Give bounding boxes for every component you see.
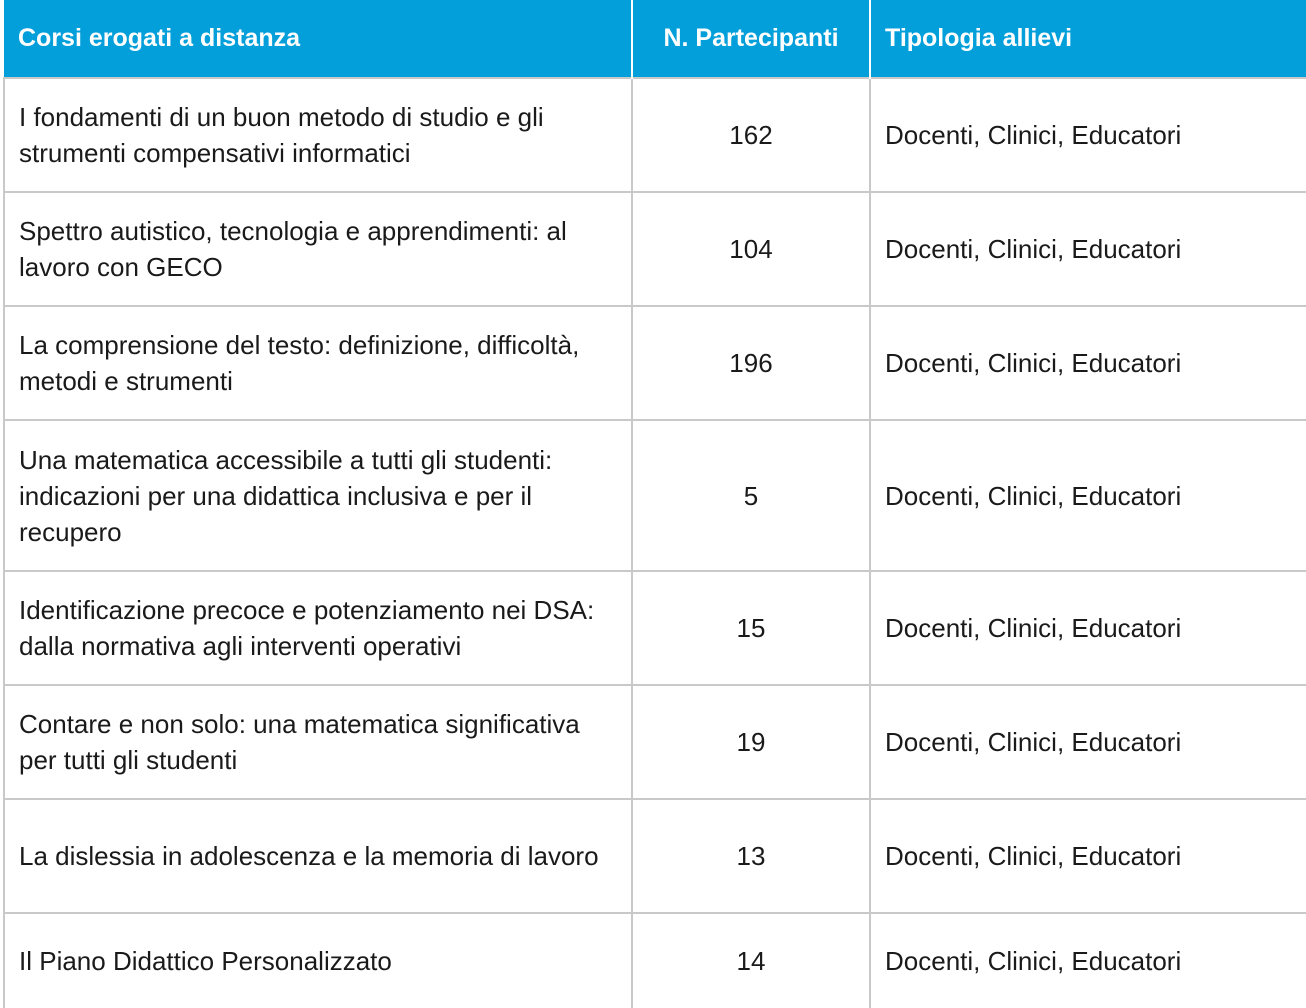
participants-cell: 19	[632, 685, 870, 799]
header-student-type: Tipologia allievi	[870, 0, 1306, 78]
course-cell: La dislessia in adolescenza e la memoria di lavoro	[4, 799, 632, 913]
course-cell: Identificazione precoce e potenziamento nei DSA: dalla normativa agli interventi operativi	[4, 571, 632, 685]
participants-cell: 13	[632, 799, 870, 913]
course-cell: La comprensione del testo: definizione, difficoltà, metodi e strumenti	[4, 306, 632, 420]
table-row	[4, 799, 1306, 913]
table-row	[4, 913, 1306, 1008]
student-type-cell: Docenti, Clinici, Educatori	[870, 420, 1306, 571]
student-type-cell: Docenti, Clinici, Educatori	[870, 306, 1306, 420]
student-type-cell: Docenti, Clinici, Educatori	[870, 685, 1306, 799]
table-row	[4, 685, 1306, 799]
courses-table	[3, 0, 1306, 1008]
participants-cell: 196	[632, 306, 870, 420]
table-row	[4, 78, 1306, 192]
table-row	[4, 571, 1306, 685]
participants-cell: 5	[632, 420, 870, 571]
table-header	[4, 0, 1306, 78]
table-row	[4, 192, 1306, 306]
student-type-cell: Docenti, Clinici, Educatori	[870, 192, 1306, 306]
participants-cell: 15	[632, 571, 870, 685]
student-type-cell: Docenti, Clinici, Educatori	[870, 78, 1306, 192]
student-type-cell: Docenti, Clinici, Educatori	[870, 913, 1306, 1008]
table-body	[4, 78, 1306, 1008]
course-cell: Una matematica accessibile a tutti gli studenti: indicazioni per una didattica inclusiva e per il recupero	[4, 420, 632, 571]
header-courses: Corsi erogati a distanza	[4, 0, 632, 78]
participants-cell: 104	[632, 192, 870, 306]
student-type-cell: Docenti, Clinici, Educatori	[870, 799, 1306, 913]
table-row	[4, 306, 1306, 420]
participants-cell: 14	[632, 913, 870, 1008]
header-row	[4, 0, 1306, 78]
participants-cell: 162	[632, 78, 870, 192]
course-cell: Il Piano Didattico Personalizzato	[4, 913, 632, 1008]
table-row	[4, 420, 1306, 571]
student-type-cell: Docenti, Clinici, Educatori	[870, 571, 1306, 685]
course-cell: Spettro autistico, tecnologia e apprendimenti: al lavoro con GECO	[4, 192, 632, 306]
course-cell: I fondamenti di un buon metodo di studio e gli strumenti compensativi informatici	[4, 78, 632, 192]
course-cell: Contare e non solo: una matematica significativa per tutti gli studenti	[4, 685, 632, 799]
header-participants: N. Partecipanti	[632, 0, 870, 78]
